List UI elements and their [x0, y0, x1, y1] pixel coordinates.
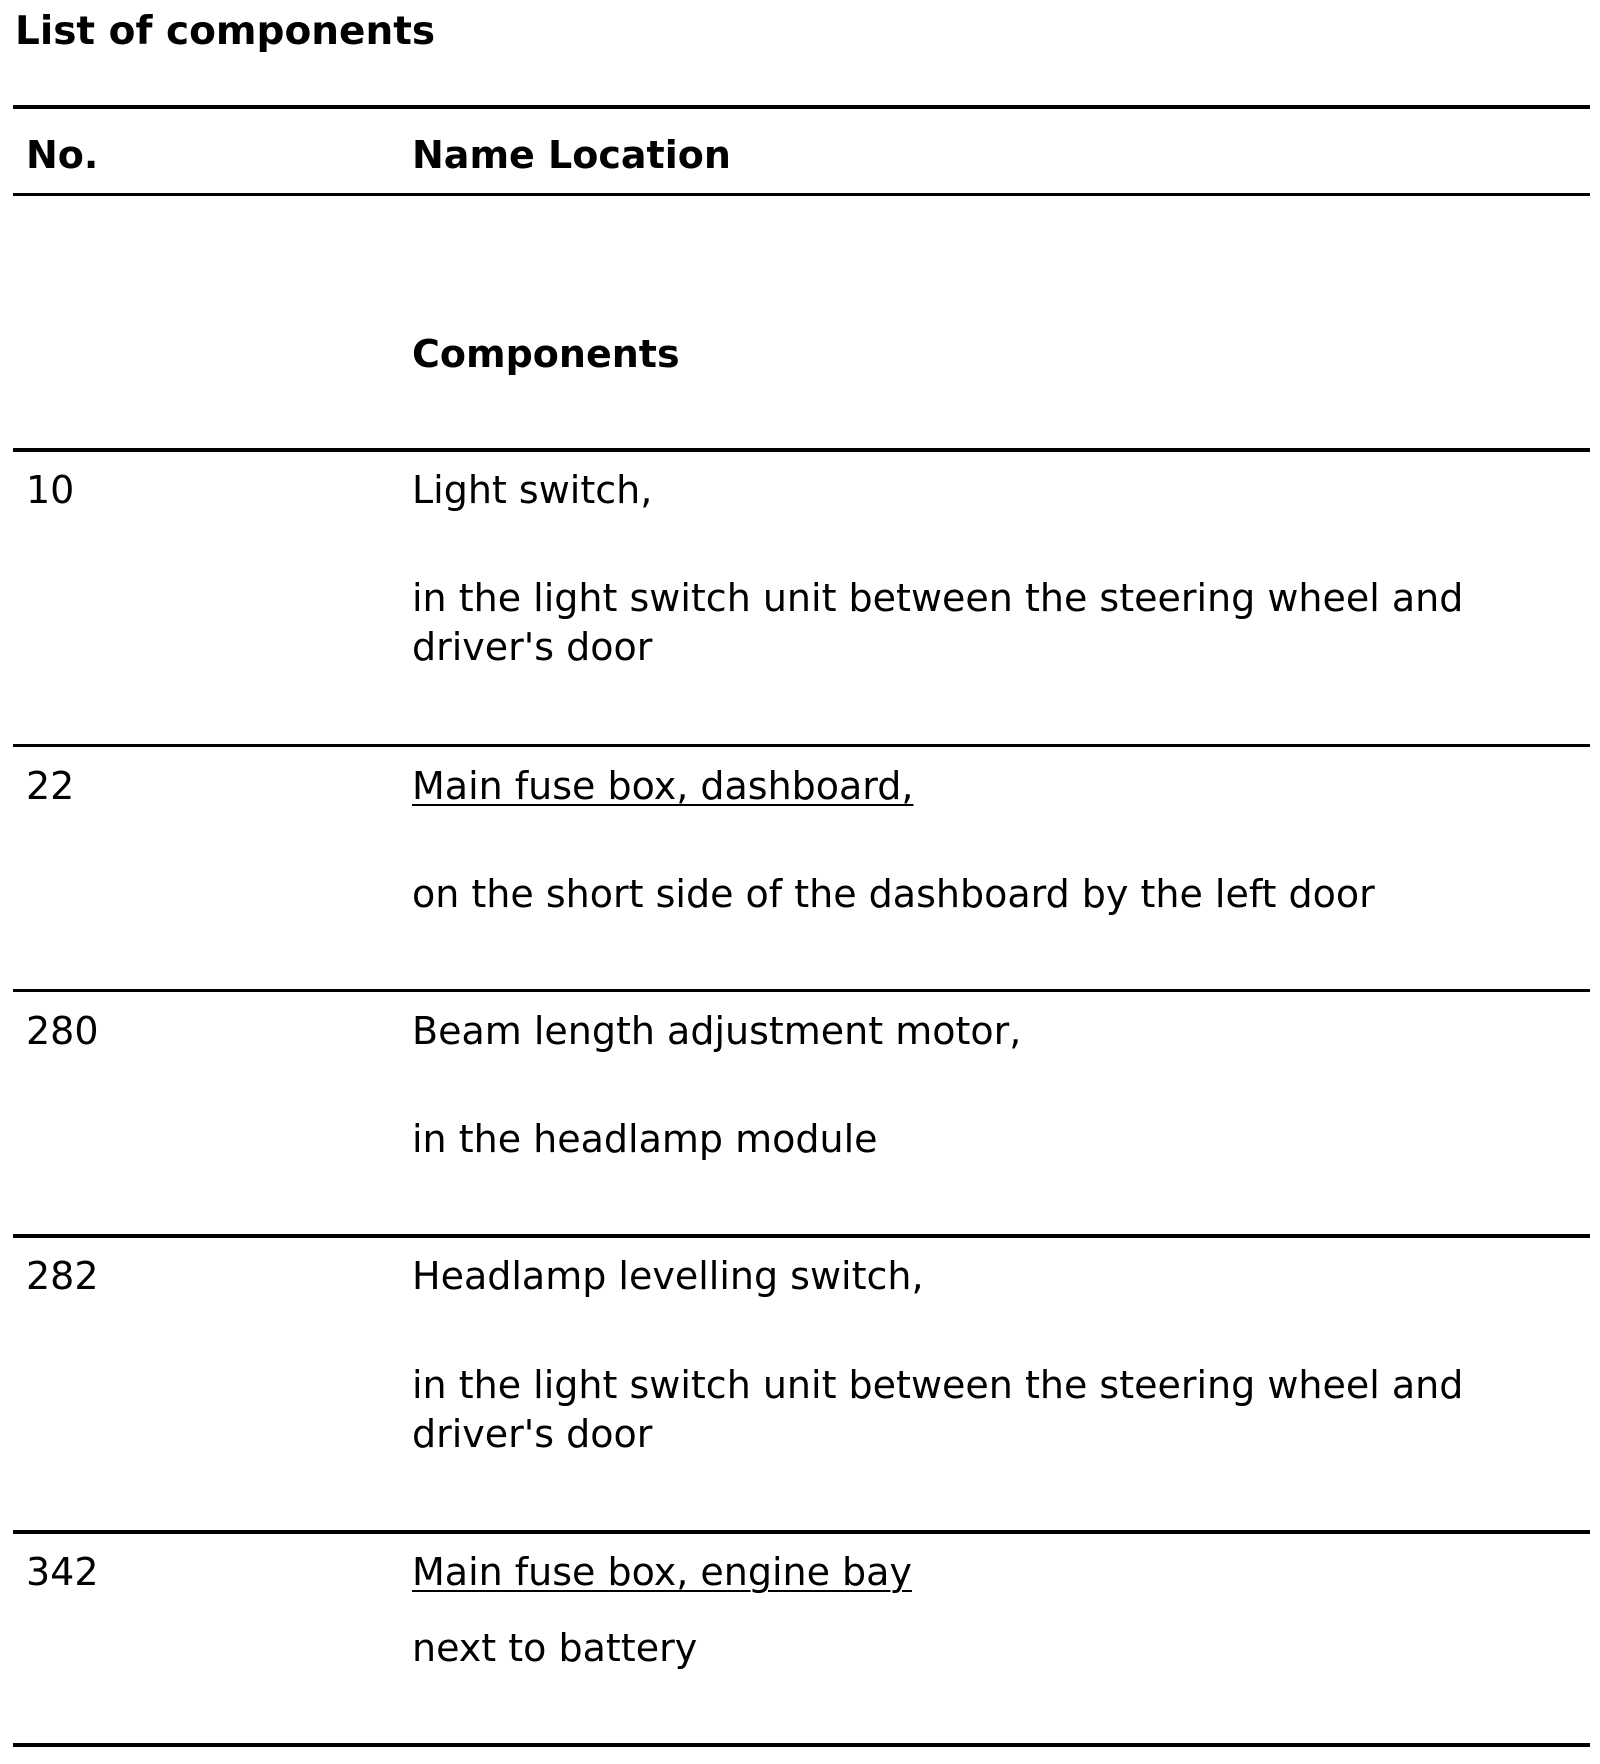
row-name: Main fuse box, engine bay — [412, 1550, 912, 1594]
row-location-line: in the headlamp module — [412, 1117, 878, 1161]
row-divider — [13, 1530, 1590, 1534]
row-no: 282 — [26, 1254, 99, 1298]
row-no: 342 — [26, 1550, 99, 1594]
row-location-line: driver's door — [412, 1412, 653, 1456]
row-location-line: in the light switch unit between the steering wheel and — [412, 1363, 1464, 1407]
row-name: Main fuse box, dashboard, — [412, 764, 914, 808]
section-heading: Components — [412, 332, 680, 376]
row-divider — [13, 744, 1590, 747]
row-location-line: next to battery — [412, 1626, 698, 1670]
row-location-line: on the short side of the dashboard by the left door — [412, 872, 1375, 916]
row-name: Headlamp levelling switch, — [412, 1254, 924, 1298]
row-location-line: in the light switch unit between the steering wheel and — [412, 576, 1464, 620]
row-divider — [13, 1234, 1590, 1238]
header-name-location: Name Location — [412, 133, 731, 177]
row-name: Light switch, — [412, 468, 653, 512]
row-no: 22 — [26, 764, 75, 808]
row-location-line: driver's door — [412, 625, 653, 669]
section-rule — [13, 448, 1590, 452]
row-no: 10 — [26, 468, 75, 512]
table-top-rule — [13, 105, 1590, 109]
header-bottom-rule — [13, 193, 1590, 196]
row-no: 280 — [26, 1009, 99, 1053]
row-divider — [13, 989, 1590, 992]
table-bottom-rule — [13, 1743, 1590, 1747]
row-name: Beam length adjustment motor, — [412, 1009, 1022, 1053]
header-no: No. — [26, 133, 99, 177]
document-title: List of components — [15, 9, 436, 54]
